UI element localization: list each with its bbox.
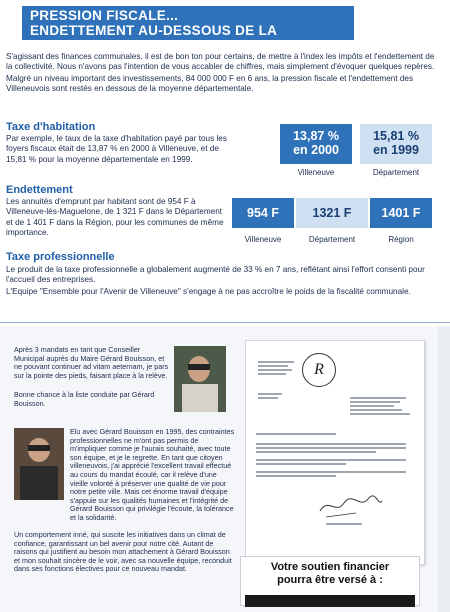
testimonial-2-continued: Un comportement inné, qui suscite les initiatives dans un climat de confiance, garantissant un bel avenir pour notre cité. Autant de raisons qui justifient au besoin mon attachement à Gérard Bouisson et mon souhait sincère de le voir, avec sa nouvelle équipe, reconduit dans ses fonctions électives pour ce nouveau mandat.: [14, 530, 232, 574]
stat-habitation-villeneuve: 13,87 % en 2000: [280, 124, 352, 164]
intro-text: [6, 52, 438, 96]
testimonial-2-text: Elu avec Gérard Bouisson en 1995, des contraintes professionnelles ne m'ont pas permis de m'impliquer comme je l'aurais souhaité, avec toute son équipe, et je le regrette. En tant que citoyen villeneuvois, j'ai apprécié l'excellent travail effectué au cours du mandat écoulé, car il relève d'une vieille volonté à préserver une qualité de vie pour notre petite ville. Mais cet énorme travail d'équipe s'appuie sur les qualités humaines et l'intégrité de Gérard Bouisson qui privilégie l'écoute, la tolérance et la solidarité.: [70, 427, 235, 522]
stat-endettement-departement: 1321 F: [296, 198, 368, 228]
habitation-text: Par exemple, le taux de la taxe d'habitation payé par tous les foyers fiscaux était de 13,87 % en 2000 à Villeneuve, et de 15,81 % pour la moyenne départementale en 1999.: [6, 134, 227, 164]
support-bank-line: [245, 595, 415, 607]
stat-endettement-villeneuve: 954 F: [232, 198, 294, 228]
stat-label-villeneuve: Villeneuve: [297, 168, 335, 177]
professionnelle-heading: Taxe professionnelle: [6, 251, 115, 263]
professionnelle-text-2: L'Equipe "Ensemble pour l'Avenir de Villeneuve" s'engage à ne pas accroître le poids de la fiscalité communale.: [6, 287, 411, 296]
stat-label-departement: Département: [372, 168, 420, 177]
intro-paragraph-2: Malgré un niveau important des investissements, 84 000 000 F en 6 ans, la pression fiscale et l'endettement des Villeneuvois sont restés en dessous de la moyenne départementale.: [6, 73, 414, 94]
title-line-1: PRESSION FISCALE...: [30, 8, 179, 23]
stat-habitation-departement: 15,81 % en 1999: [360, 124, 432, 164]
endettement-heading: Endettement: [6, 184, 73, 196]
portrait-photo-1: [174, 346, 226, 412]
professionnelle-text-1: Le produit de la taxe professionnelle a globalement augmenté de 33 % en 7 ans, reflétant ainsi l'effort consenti pour l'accueil des entreprises.: [6, 265, 425, 285]
habitation-heading: Taxe d'habitation: [6, 121, 96, 133]
town-seal-logo: R: [302, 353, 336, 387]
stat-label-villeneuve-2: Villeneuve: [244, 235, 282, 244]
section-divider: [0, 322, 450, 323]
title-line-2: ENDETTEMENT AU-DESSOUS DE LA MOYENNE: [30, 23, 277, 53]
endettement-text: Les annuités d'emprunt par habitant sont de 954 F à Villeneuve-lès-Maguelone, de 1 321 F dans le Département et de 1 401 F dans la Région, pour les communes de même importance.: [6, 197, 224, 238]
stat-label-region: Région: [388, 235, 414, 244]
page-edge-strip: [438, 326, 450, 612]
signature-mark: [316, 491, 386, 521]
stat-endettement-region: 1401 F: [370, 198, 432, 228]
portrait-photo-2: [14, 428, 64, 500]
page-title-banner: [22, 6, 354, 53]
support-line-1: Votre soutien financier: [270, 561, 390, 573]
mayor-letter-image: [245, 340, 425, 565]
financial-support-box: [240, 556, 420, 606]
intro-paragraph-1: S'agissant des finances communales, il est de bon ton pour certains, de mettre à l'index les impôts et l'endettement de la collectivité. Nous n'avons pas l'intention de vous accabler de chiffres, mais simplement d'évoquer quelques repères.: [6, 52, 435, 72]
testimonial-1-closing: Bonne chance à la liste conduite par Gérard Bouisson.: [14, 390, 155, 408]
testimonial-1-text: Après 3 mandats en tant que Conseiller Municipal auprès du Maire Gérard Bouisson, et ne pouvant continuer ad vitam aeternam, je pars sur la pointe des pieds, faisant place à la relève.: [14, 345, 169, 380]
stat-label-departement-2: Département: [308, 235, 356, 244]
support-line-2: pourra être versé à :: [277, 574, 383, 586]
